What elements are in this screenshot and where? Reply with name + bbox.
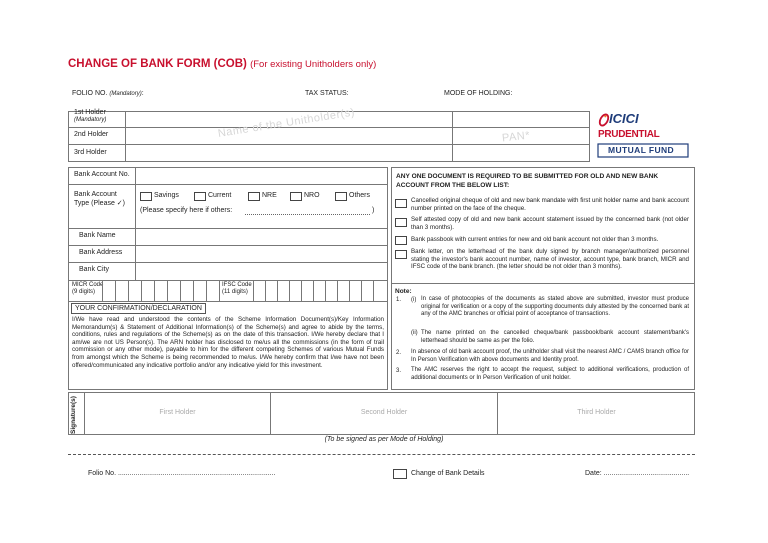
holder-3-label: 3rd Holder [74,149,107,156]
declaration-text: I/We have read and understood the contents of the Scheme Information Document(s)/Key Information Memorandum(s) & Statement of Additional Information(s) of the Scheme(s) and agree to abide by the terms, conditions, rules and regulations of the Scheme(s) as on the date of this transaction. I/We hereby declare that I am/we are not US Person(s). The ARN holder has disclosed to me/us all the commissions (in the form of trail commission or any other mode), payable to him for the different competing Schemes of various Mutual Funds from amongst which the Scheme is being recommended to me/us. I/We hereby confirm that I/we have not been offered/communicated any indicative portfolio and/or any indicative yield for this investment. [72,316,384,369]
logo-icici: ICICI [609,111,639,126]
note-1-i-label: (i) [411,297,417,303]
documents-heading: ANY ONE DOCUMENT IS REQUIRED TO BE SUBMITTED FOR OLD AND NEW BANK ACCOUNT FROM THE BELOW LIST: [396,173,659,189]
bank-name-label: Bank Name [79,232,116,239]
micr-label [72,282,103,296]
note-1-label: 1. [396,297,402,303]
doc-statement-checkbox[interactable] [395,218,407,227]
folio-label-group [72,90,144,97]
bank-account-no-field[interactable] [136,168,387,184]
mode-of-holding-label: MODE OF HOLDING: [444,90,513,97]
note-2-label: 2. [396,350,402,356]
folio-colon: : [141,90,144,97]
holder-1-label [74,109,106,124]
nre-checkbox[interactable] [248,192,260,201]
micr-digits-text: (9 digits) [72,289,96,295]
note-3-label: 3. [396,368,402,374]
pan-watermark: PAN* [501,129,531,145]
slip-date: Date: ............................................ [585,470,690,477]
company-logo [594,110,692,160]
logo-mutual-fund: MUTUAL FUND [608,145,675,155]
doc-statement-text: Self attested copy of old and new bank account statement issued by the concerned bank (not older than 3 months). [411,216,689,231]
ifsc-label [222,282,252,296]
first-holder-signature-field[interactable] [85,393,270,435]
bank-account-type-line2: Type (Please ✓) [74,200,125,207]
specify-others-label: (Please specify here if others: [140,207,233,214]
savings-checkbox[interactable] [140,192,152,201]
third-holder-label: Third Holder [577,409,616,416]
note-2-text: In absence of old bank account proof, the unitholder shall visit the nearest AMC / CAMS branch office for In Person Verification with above documents and Identity proof. [411,349,689,363]
signature-side-label: Signature(s) [70,396,77,434]
note-3-text: The AMC reserves the right to accept the request, subject to additional verifications, production of additional documents or In Person Verification of unit holder. [411,367,689,381]
nro-label: NRO [304,192,320,199]
ifsc-label-text: IFSC Code [222,282,252,288]
doc-letter-text: Bank letter, on the letterhead of the bank duly signed by branch manager/authorized personnel stating the investor's bank account number, name of investor, account type, bank branch, MICR and IFSC code of the bank branch. (the letter should be not older than 3 months). [411,248,689,271]
nro-checkbox[interactable] [290,192,302,201]
folio-mandatory: (Mandatory) [109,91,142,97]
folio-label: FOLIO NO. [72,90,108,97]
bank-account-no-label: Bank Account No. [74,171,130,178]
third-holder-signature-field[interactable] [498,393,695,435]
doc-cheque-text: Cancelled original cheque of old and new bank mandate with first unit holder name and bank account number printed on the face of the cheque. [411,197,689,212]
slip-change-checkbox[interactable] [393,469,407,479]
savings-label: Savings [154,192,179,199]
doc-passbook-checkbox[interactable] [395,236,407,245]
bank-address-label: Bank Address [79,249,123,256]
micr-label-text: MICR Code [72,282,104,288]
bank-address-field[interactable] [136,246,387,262]
second-holder-signature-field[interactable] [271,393,497,435]
cut-line [68,454,695,455]
note-1-ii-text: The name printed on the cancelled cheque/bank passbook/bank account statement/bank's letterhead should be same as per the folio. [421,330,689,344]
form-subtitle: (For existing Unitholders only) [250,59,377,70]
current-label: Current [208,192,232,199]
logo-prudential: PRUDENTIAL [598,129,660,140]
holder-1-pan-field[interactable] [453,112,589,127]
others-label: Others [349,192,371,199]
bank-city-label: Bank City [79,266,109,273]
note-1-i-text: In case of photocopies of the documents as stated above are submitted, investor must produce original for verification or a copy of the supporting documents duly attested by the concerned bank at any of the AMC branches or official point of acceptance of transactions. [421,296,689,318]
form-title-text: CHANGE OF BANK FORM (COB) [68,58,247,70]
name-watermark: Name of the Unitholder(s) [217,106,356,140]
note-1-ii-label: (ii) [411,330,418,336]
bank-name-field[interactable] [136,229,387,245]
tax-status-label: TAX STATUS: [305,90,349,97]
bank-account-type-label [74,190,125,208]
slip-folio: Folio No. ................................................................................. [88,470,276,477]
doc-cheque-checkbox[interactable] [395,199,407,208]
micr-code-field[interactable] [102,281,219,301]
first-holder-label: First Holder [159,409,196,416]
holder-1-note: (Mandatory) [74,117,107,123]
ifsc-code-field[interactable] [253,281,387,301]
bank-account-type-line1: Bank Account [74,191,117,198]
signature-note: (To be signed as per Mode of Holding) [324,436,444,443]
form-title [68,58,376,70]
note-heading: Note: [395,288,412,295]
holder-3-name-field[interactable] [126,145,451,161]
bank-city-field[interactable] [136,263,387,280]
nre-label: NRE [262,192,277,199]
current-checkbox[interactable] [194,192,206,201]
doc-passbook-text: Bank passbook with current entries for new and old bank account not older than 3 months. [411,236,659,243]
specify-others-close: ) [372,207,375,214]
holder-2-label: 2nd Holder [74,131,109,138]
declaration-heading: YOUR CONFIRMATION/DECLARATION [71,303,206,314]
second-holder-label: Second Holder [360,409,408,416]
holder-2-name-field[interactable] [126,128,451,143]
specify-others-field[interactable] [245,214,370,215]
doc-letter-checkbox[interactable] [395,250,407,259]
slip-change-label: Change of Bank Details [411,470,485,477]
others-checkbox[interactable] [335,192,347,201]
holder-1-text: 1st Holder [74,109,106,116]
holder-3-pan-field[interactable] [453,145,589,161]
ifsc-digits-text: (11 digits) [222,289,248,295]
